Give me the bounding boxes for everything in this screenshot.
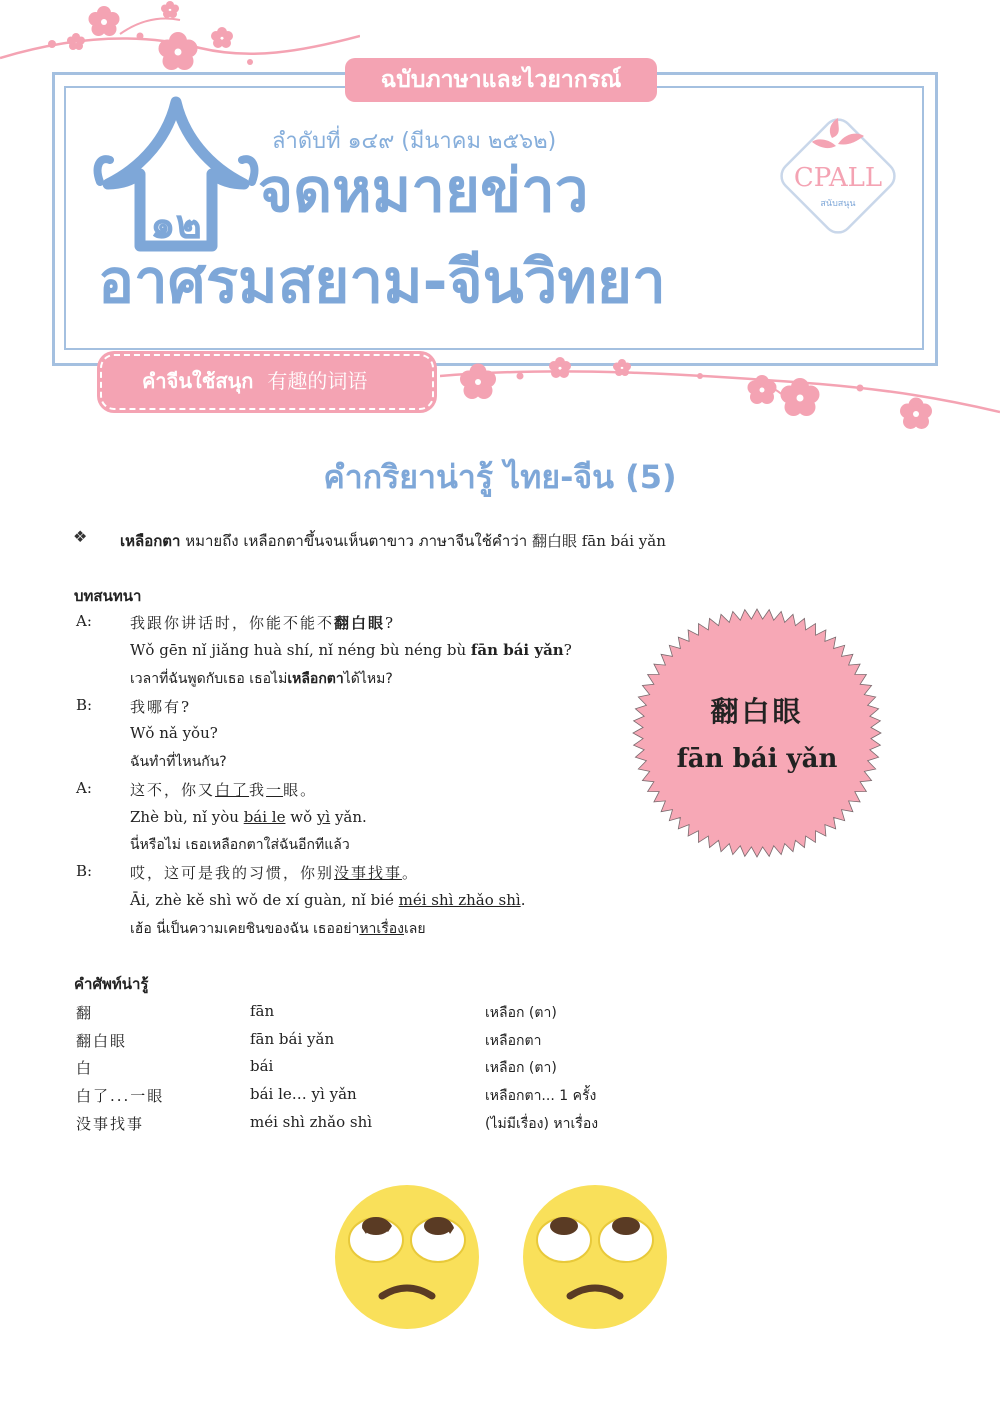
vocab-pinyin: bái <box>250 1057 274 1075</box>
dialogue-thai-line: นี่หรือไม่ เธอเหลือกตาใส่ฉันอีกทีแล้ว <box>130 837 350 853</box>
vocab-thai: เหลือกตา... 1 ครั้ง <box>485 1088 597 1104</box>
newsletter-title-line-2: อาศรมสยาม-จีนวิทยา <box>98 247 666 317</box>
dialogue-thai-line: ฉันทำที่ไหนกัน? <box>130 754 227 770</box>
section-label-chinese: 有趣的词语 <box>267 369 368 393</box>
vocab-thai: (ไม่มีเรื่อง) หาเรื่อง <box>485 1116 599 1132</box>
dialogue-chinese-line: 我哪有? <box>130 698 192 716</box>
issue-line: ลำดับที่ ๑๔๙ (มีนาคม ๒๕๖๒) <box>272 129 557 154</box>
speaker-label: B: <box>76 696 93 714</box>
sponsor-logo <box>772 110 904 242</box>
dialogue-title: บทสนทนา <box>74 587 142 605</box>
vocabulary-title: คำศัพท์น่ารู้ <box>74 975 149 993</box>
section-label-thai: คำจีนใช้สนุก <box>142 369 254 393</box>
vocab-chinese: 翻白眼 <box>76 1032 128 1050</box>
vocab-thai: เหลือก (ตา) <box>485 1060 557 1076</box>
cherry-blossom-branch-right <box>440 346 1000 446</box>
dialogue-chinese-line: 哎，这可是我的习惯，你别没事找事。 <box>130 864 420 882</box>
bullet-icon: ❖ <box>73 527 88 546</box>
speaker-label: A: <box>76 779 92 797</box>
vocab-pinyin: fān bái yǎn <box>250 1030 335 1048</box>
section-label <box>100 354 434 410</box>
dialogue-pinyin-line: Āi, zhè kě shì wǒ de xí guàn, nǐ bié méi shì zhǎo shì. <box>130 891 526 909</box>
dialogue-thai-line: เฮ้อ นี่เป็นความเคยชินของฉัน เธออย่าหาเรื่องเลย <box>130 921 426 937</box>
vocab-chinese: 白 <box>76 1059 94 1077</box>
newsletter-title-line-1: จดหมายข่าว <box>258 156 589 226</box>
intro-term: เหลือกตา <box>120 532 181 550</box>
eye-roll-emoji-icon <box>332 1182 482 1332</box>
speaker-label: B: <box>76 862 93 880</box>
intro-chinese: 翻白眼 <box>531 532 577 550</box>
sponsor-name: CPALL <box>793 163 883 193</box>
vocab-pinyin: fān <box>250 1002 275 1020</box>
dialogue-pinyin-line: Wǒ gēn nǐ jiǎng huà shí, nǐ néng bù néng bù fān bái yǎn? <box>130 641 572 659</box>
eye-roll-emoji-icon <box>520 1182 670 1332</box>
speaker-label: A: <box>76 612 92 630</box>
page-heading: คำกริยาน่ารู้ ไทย-จีน (5) <box>323 458 677 496</box>
feature-pinyin: fān bái yǎn <box>676 744 838 774</box>
vocab-chinese: 没事找事 <box>76 1115 145 1133</box>
thai-house-emblem-icon <box>92 96 260 256</box>
dialogue-pinyin-line: Wǒ nǎ yǒu? <box>130 724 218 742</box>
feature-hanzi: 翻白眼 <box>710 695 804 728</box>
dialogue-thai-line: เวลาที่ฉันพูดกับเธอ เธอไม่เหลือกตาได้ไหม? <box>130 671 393 687</box>
vocab-thai: เหลือก (ตา) <box>485 1005 557 1021</box>
vocab-pinyin: méi shì zhǎo shì <box>250 1113 373 1131</box>
emblem-number: ๑๒ <box>150 202 202 248</box>
intro-text <box>120 529 666 553</box>
vocab-pinyin: bái le… yì yǎn <box>250 1085 357 1103</box>
sponsor-caption: สนับสนุน <box>820 199 856 209</box>
intro-pinyin: fān bái yǎn <box>576 532 666 550</box>
dialogue-chinese-line: 这不，你又白了我一眼。 <box>130 781 318 799</box>
edition-badge: ฉบับภาษาและไวยากรณ์ <box>345 58 657 102</box>
vocab-chinese: 翻 <box>76 1004 94 1022</box>
intro-definition: หมายถึง เหลือกตาขึ้นจนเห็นตาขาว ภาษาจีนใช้คำว่า <box>180 532 532 550</box>
dialogue-chinese-line: 我跟你讲话时，你能不能不翻白眼? <box>130 614 396 632</box>
feature-word-text <box>632 690 882 774</box>
vocab-chinese: 白了...一眼 <box>76 1087 165 1105</box>
dialogue-pinyin-line: Zhè bù, nǐ yòu bái le wǒ yì yǎn. <box>130 808 367 826</box>
vocab-thai: เหลือกตา <box>485 1033 542 1049</box>
